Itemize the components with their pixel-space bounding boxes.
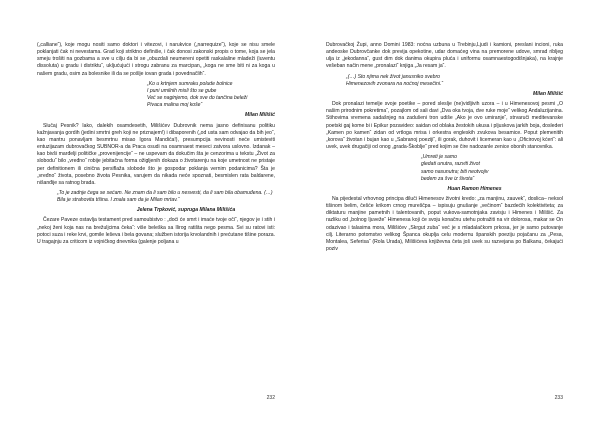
right-paragraph-2: Dok pronalazi temelje svoje poetike – pored sleslje (ne)vidljivih uzora – i u Himenesovoj pesmi „O našim prirodnim pokretima“, pozajlom od sali davi „Dva oka tvoja, dve ruke moje“ velikog Andaluzijanina. Stihovima vremena sadašnjeg na zadušeni tron udiše „Ako je ovo umiranje“, strvaruči meditevanske poetski gaj kome bi i Epikur pozavideo: saidan od oblaka žestokih ukusa i pljuskova jarkih boja, doslederi „Kamen po kamen“ zidan od vrtloga mrisa i orkestra engleskih zvukova besamice. Poput plemenitih „korova“ životan i bujan kao u „Sabranoj poeziji“, ili gorak, duhovit i licemeran kao u „Oficirovoj kćeri“: ali uvek, uvek drugačiji od onog „grada-Škoblje“ pred kojim se ĉire nadozanle zenice obonih stanovnika. (326, 101, 563, 151)
left-prose-quote: „To je zadnje čega se sećam. Ne znam da li sam bilo u nesvesti, da li sam bila obamuđena. (…) Bila je strahovita tišina. I znala sam da je Milan mrtav.“ (57, 189, 273, 204)
left-paragraph-2: Slučaj Pesnik? Iako, dalekih osamdesetih, Milišićev Dubrovnik nema jasno definisanu politiku kažnjavanja gordih (jedini smrtni greh koji ne priznajem!) i dibaporenih („od usta sam odvajao da bih jeo“, kao mantru ponavljam besmrtnu misao Igora Mandića!), presumpcija nevinosti neće umisteviti entuzijazam dubrovačkog SUBNOR-a da Praca osudi na osamnaest meseci zatvora uslovno. Izdanak – kao bivši marđelji političke „provenijencije“ – ne uspevam da dokučim šta je cenzorima u tekstu „Život za slobodu“ bilo „vređno“ robije jebitačna forma ožigljenih dokaza o životarenju na koje umetnost ne pristaje per definitionem ili cinična persiflaža slobode što je gospodar poklanja vernim podanicima? Šta je „vređno“ života, posebno života Pesnika, varujem da nikada neće spoznati, besmislen rata baldarene, nišanđije sa ratnog brada. (37, 122, 275, 186)
right-quote-signature-2: Huan Ramon Himenes (447, 185, 502, 192)
right-poem-quote: „(…) Sto njima nek život janusniko svebro Himenezovih zvonara na noćnoj mesečini.“ (346, 73, 444, 87)
left-paragraph-1: („calliane“), koje mogu nositi samo doktori i vitezovi, i narukvice („narrequize“), koje se nisu smele poklanjati čak ni nevestama. Grad koji striktno definiše, i čak donosi zakonski propis o tome, koja se jela smeju trošiti na gozbama a sve u cilju da bi se „obuzdali neumereni opetiti raskalaline mladeži (iuventu dissoluta) u gradu i distriktu“, ukljućujući i strogu zabranu za marcipan„ „koga ne sme biti ni za koga u našem gradu, osim za bolesnike ili da se pošlje iovan grada i povednačlih“. (37, 42, 275, 77)
right-paragraph-1: Dubrovačkoj Župi, anno Domini 1983: noćna uzbuna u Trebinju,Ljudi i kamioni, preslani incioni, ruka andeoske Dubrovčanke dok previja opekotine, udar domaćeg vina na premorene udove, smrad ribljeg ulja iz „jekodanna“, gust dim dok danima okupira pluća i uniformu osamnaestogodišnjaka), na krajnje vešeban način mene „pronalazi“ knjiga „Ja resam ja“. (326, 42, 563, 70)
right-page (300, 0, 600, 423)
left-quote-signature: Milan Milišić (244, 112, 275, 119)
left-page-number: 232 (266, 395, 275, 401)
left-quote-signature-2: Jelena Trpković, supruga Milana Milišića (136, 207, 236, 214)
right-poem-quote-2: „Umreti je samo gledati unutra, razviti život samo nasunutra; biti neotvojiv bedem za šve iz šivota“ (421, 154, 489, 182)
right-paragraph-3: Na pijedestal vrhovnog principa diluči Himenesov životni kredo: „za manjinu, zauvek“, doslica– neksol tišinom belim, češće krikom crnog mureščpa – ispisuju gnušanje „večinom“ bazdećih kolektiviteta; za diktaturu manjine pametnih i talentovanih, poput vukova-samotnjaka zavisju i Himenes i Milišić. Za razliku od „bolnog Ijuveže“ Himenesa koji će svoju konačnu utehu potražiti na vir dolorosa, makar se On odazivao i talasima mora, Milišićev „Skrgut zuba“ već je s mladalačkom prkosa, jer je samo putovanje cilj. Literarno potomstvo velikog Španca okuplja celu modernu španskih poeziju pojačanu za „Pesa, Montalea, Seferisa“ (Rola Urada), Milišićeva književna četa još uvek su razvejana po Balkanu, čekajući poziv (326, 195, 563, 253)
right-page-number: 233 (554, 395, 563, 401)
left-poem-quote: „Ko u krtnjem sumraku polude bolnice I puni umilnih misli što se gube Već se naginjemo, dok sve do tančina beleži Pivaca malina moj koše“ (147, 80, 248, 109)
right-quote-signature: Milan Milišić (532, 90, 563, 97)
left-paragraph-3: Čezare Paveze ostavlja testament pred samoubistvo : „doći će smrt i imaće tvoje oči“, njegov je i stih i „nekoj ženi koja nas na brežuljcima čeka“: više beleška sa Ilirog ratišta nego pesma. Svi su ratovi isti: potoci suza i reke krvi, gomile leševa i bela govana; služben istorija krvolandnih i prećutane tišine poraza. U tragajnju za criticom iz vojničkog dnevnika (galenje poljana u (37, 217, 275, 245)
